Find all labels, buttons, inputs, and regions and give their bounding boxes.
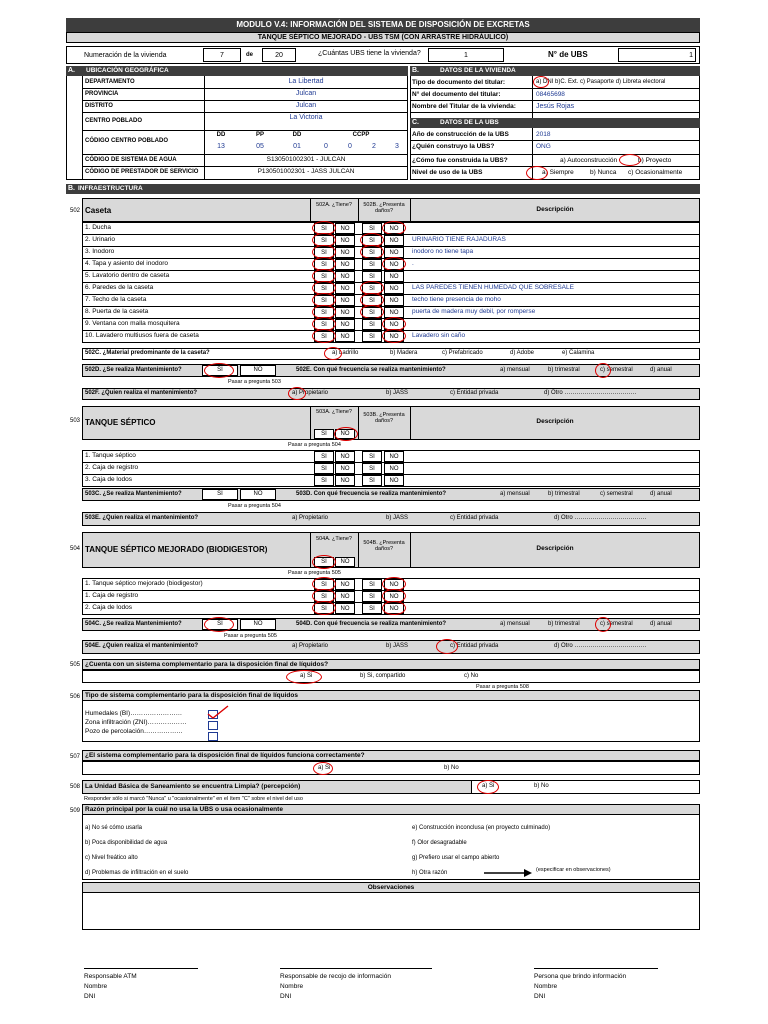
s502-item-label: 8. Puerta de la caseta (85, 308, 149, 315)
s502f-mark (288, 387, 306, 400)
prov-label: PROVINCIA (85, 91, 119, 97)
s505-code: 505 (70, 662, 81, 668)
sig3-dni: DNI (534, 993, 546, 1000)
prestador-label: CÓDIGO DE PRESTADOR DE SERVICIO (85, 169, 199, 175)
s506-question: Tipo de sistema complementario para la disposición final de líquidos (85, 692, 298, 699)
s502f-propietario[interactable]: a) Propietario (292, 390, 329, 396)
s503-item-label: 3. Caja de lodos (85, 476, 132, 483)
cuantas-ubs-label: ¿Cuántas UBS tiene la vivienda? (318, 50, 421, 57)
s503-b-si-cell[interactable]: SI (362, 475, 382, 486)
s503-b-si-cell[interactable]: SI (362, 463, 382, 474)
s505-opt-b[interactable]: b) Si, compartido (360, 673, 406, 679)
s502-a-no-cell[interactable]: NO (335, 247, 355, 258)
infra-letter: B. (68, 185, 75, 192)
s504e-mark (436, 639, 458, 654)
s503-a-no-cell[interactable]: NO (335, 475, 355, 486)
vivienda-number-field[interactable]: 7 (203, 48, 241, 62)
s502-b-si-cell[interactable]: SI (362, 307, 382, 318)
s503-b-no-cell[interactable]: NO (384, 451, 404, 462)
s504c-label: 504C. ¿Se realiza Mantenimiento? (85, 621, 182, 627)
s502e-trimestral[interactable]: b) trimestral (548, 367, 580, 373)
s507-mark (313, 762, 333, 775)
s502e-label: 502E. Con qué frecuencia se realiza mantenimiento? (296, 367, 446, 373)
s502-b-no-cell[interactable]: NO (384, 319, 404, 330)
prestador-value[interactable]: P130501002301 - JASS JULCAN (257, 168, 355, 175)
s503-item-label: 1. Tanque séptico (85, 452, 136, 459)
s502f-jass[interactable]: b) JASS (386, 390, 409, 396)
agua-label: CÓDIGO DE SISTEMA DE AGUA (85, 157, 177, 163)
s502d-no[interactable]: NO (240, 365, 276, 376)
s504d-trimestral[interactable]: b) trimestral (548, 621, 580, 627)
s502-title: Caseta (85, 206, 112, 215)
s504-head-a: 504A. ¿Tiene? (316, 536, 352, 542)
s502-item-desc[interactable]: techo tiene presencia de moho (412, 296, 501, 303)
quien-value[interactable]: ONG (536, 143, 551, 150)
cp-code-5[interactable]: 2 (372, 143, 376, 150)
s502d-label: 502D. ¿Se realiza Mantenimiento? (85, 367, 182, 373)
s502-b-si-cell[interactable]: SI (362, 223, 382, 234)
s503-code: 503 (70, 418, 81, 424)
nombre-titular-value[interactable]: Jesús Rojas (536, 103, 575, 110)
s502e-mark (595, 363, 611, 378)
s502-b-no-cell[interactable]: NO (384, 271, 404, 282)
s503a-mark (334, 427, 358, 441)
s502-a-no-cell[interactable]: NO (335, 295, 355, 306)
s504c-no[interactable]: NO (240, 619, 276, 630)
s503-b-no-cell[interactable]: NO (384, 475, 404, 486)
s502e-semestral[interactable]: c) semestral (600, 367, 633, 373)
s504e-label: 504E. ¿Quien realiza el mantenimiento? (85, 643, 199, 649)
s502e-mensual[interactable]: a) mensual (500, 367, 530, 373)
s503-pasar-top: Pasar a pregunta 504 (288, 442, 341, 448)
nivel-label: Nivel de uso de la UBS (412, 169, 483, 176)
s509-opt-d[interactable]: d) Problemas de infiltración en el suelo (85, 870, 189, 876)
s503d-label: 503D. Con qué frecuencia se realiza mantenimiento? (296, 491, 447, 497)
ubs-number-label: N° de UBS (548, 50, 588, 59)
s504a-si[interactable]: SI (314, 557, 334, 567)
s503-item-label: 2. Caja de registro (85, 464, 139, 471)
s502-a-no-cell[interactable]: NO (335, 223, 355, 234)
dept-label: DEPARTAMENTO (85, 79, 135, 85)
s502-b-si-cell[interactable]: SI (362, 295, 382, 306)
s502-answer-mark (312, 329, 336, 343)
s504d-mensual[interactable]: a) mensual (500, 621, 530, 627)
s502-a-si-cell[interactable]: SI (314, 295, 334, 306)
s504-answer-mark (382, 601, 406, 615)
s502-item-label: 6. Paredes de la caseta (85, 284, 154, 291)
s502-b-no-cell[interactable]: NO (384, 259, 404, 270)
section-c-title: DATOS DE LA UBS (440, 119, 499, 126)
s502-item-label: 2. Urinario (85, 236, 115, 243)
s502-b-si-cell[interactable]: SI (362, 271, 382, 282)
s502-b-no-cell[interactable]: NO (384, 247, 404, 258)
sig1-nombre: Nombre (84, 983, 108, 990)
s502-b-si-cell[interactable]: SI (362, 331, 382, 342)
dist-label: DISTRITO (85, 103, 113, 109)
s503e-privada[interactable]: c) Entidad privada (450, 515, 499, 521)
s503e-label: 503E. ¿Quien realiza el mantenimiento? (85, 515, 199, 521)
s503d-trimestral[interactable]: b) trimestral (548, 491, 580, 497)
s506-code: 506 (70, 694, 81, 700)
s502-a-si-cell[interactable]: SI (314, 271, 334, 282)
s502-a-no-cell[interactable]: NO (335, 259, 355, 270)
num-doc-value[interactable]: 08465698 (536, 91, 565, 98)
s504a-mark (312, 555, 336, 569)
s504-item-label: 1. Caja de registro (85, 592, 139, 599)
s508-mark (477, 780, 499, 794)
s503e-jass[interactable]: b) JASS (386, 515, 409, 521)
s504d-semestral[interactable]: c) semestral (600, 621, 633, 627)
numeracion-label: Numeración de la vivienda (84, 52, 167, 59)
sig3-nombre: Nombre (534, 983, 558, 990)
anio-label: Año de construcción de la UBS (412, 131, 509, 138)
s503-b-no-cell[interactable]: NO (384, 463, 404, 474)
s503-head-desc: Descripción (536, 418, 574, 425)
s502-a-si-cell[interactable]: SI (314, 283, 334, 294)
s502-item-label: 3. Inodoro (85, 248, 115, 255)
s503-pasar: Pasar a pregunta 504 (228, 503, 281, 509)
s504-pasar: Pasar a pregunta 505 (224, 633, 277, 639)
s504-b-no-cell[interactable]: NO (384, 591, 404, 602)
section-c-letter: C. (412, 119, 419, 126)
s504e-jass[interactable]: b) JASS (386, 643, 409, 649)
checkmark-icon (206, 704, 230, 720)
observaciones-title: Observaciones (82, 882, 700, 893)
s502-b-no-cell[interactable]: NO (384, 307, 404, 318)
s502-a-si-cell[interactable]: SI (314, 259, 334, 270)
sig1-role: Responsable ATM (84, 973, 137, 980)
s503-a-si-cell[interactable]: SI (314, 451, 334, 462)
sig2-nombre: Nombre (280, 983, 304, 990)
s503-a-si-cell[interactable]: SI (314, 463, 334, 474)
s504-item-label: 2. Caja de lodos (85, 604, 132, 611)
s508-question: La Unidad Básica de Saneamiento se encuentra Limpia? (percepción) (85, 783, 301, 790)
s502-a-no-cell[interactable]: NO (335, 331, 355, 342)
cp-head-dd2: DD (292, 132, 302, 138)
cp-code-6[interactable]: 3 (395, 143, 399, 150)
cp-value[interactable]: La Victoria (289, 114, 323, 121)
s502-item-label: 7. Techo de la caseta (85, 296, 147, 303)
s504-b-si-cell[interactable]: SI (362, 591, 382, 602)
sig1-dni: DNI (84, 993, 96, 1000)
s502-a-si-cell[interactable]: SI (314, 319, 334, 330)
cp-code-0[interactable]: 13 (217, 143, 225, 150)
s506-opt-zni: Zona infiltración (ZNI)……………… (85, 719, 187, 726)
s504e-otro[interactable]: d) Otro ……………………………… (554, 643, 647, 649)
infra-header (66, 184, 700, 194)
section-a-title: UBICACIÓN GEOGRÁFICA (86, 67, 169, 74)
s503d-anual[interactable]: d) anual (650, 491, 672, 497)
s503d-semestral[interactable]: c) semestral (600, 491, 633, 497)
s502-item-desc[interactable]: puerta de madera muy debil, por romperse (412, 308, 536, 315)
s504d-mark (595, 617, 611, 632)
s502-answer-mark (360, 305, 384, 319)
section-b-title: DATOS DE LA VIVIENDA (440, 67, 516, 74)
cp-code-4[interactable]: 0 (348, 143, 352, 150)
nivel-option-c[interactable]: c) Ocasionalmente (628, 169, 683, 176)
s507-opt-a[interactable]: a) Si (318, 765, 331, 771)
s502f-label: 502F. ¿Quien realiza el mantenimiento? (85, 390, 198, 396)
s503-title: TANQUE SÉPTICO (85, 418, 156, 427)
s503-a-si-cell[interactable]: SI (314, 475, 334, 486)
s502-item-desc[interactable]: LAS PAREDES TIENEN HUMEDAD QUE SOBRESALE (412, 284, 574, 291)
s502d-si[interactable]: SI (202, 365, 238, 376)
s509-opt-f[interactable]: f) Olor desagradable (412, 840, 467, 846)
s502-pasar: Pasar a pregunta 503 (228, 379, 281, 385)
s502-a-si-cell[interactable]: SI (314, 247, 334, 258)
como-label: ¿Cómo fue construida la UBS? (412, 157, 508, 164)
s504-a-si-cell[interactable]: SI (314, 591, 334, 602)
form-subtitle: TANQUE SÉPTICO MEJORADO - UBS TSM (CON ARRASTRE HIDRÁULICO) (66, 32, 700, 43)
s503-a-no-cell[interactable]: NO (335, 463, 355, 474)
s507-opt-b[interactable]: b) No (444, 765, 459, 771)
s505-opt-a[interactable]: a) Si (300, 673, 313, 679)
s504a-no[interactable]: NO (335, 557, 355, 567)
tipo-doc-options[interactable]: a) DNI b)C. Ext. c) Pasaporte d) Libreta electoral (536, 79, 666, 85)
s502-b-no-cell[interactable]: NO (384, 223, 404, 234)
s503e-propietario[interactable]: a) Propietario (292, 515, 329, 521)
s502-a-si-cell[interactable]: SI (314, 307, 334, 318)
s509-opt-a[interactable]: a) No sé cómo usarla (85, 825, 143, 831)
s502-b-si-cell[interactable]: SI (362, 247, 382, 258)
s504-b-si-cell[interactable]: SI (362, 579, 382, 590)
cp-head-pp: PP (255, 132, 264, 138)
s502-b-si-cell[interactable]: SI (362, 319, 382, 330)
s502-a-si-cell[interactable]: SI (314, 235, 334, 246)
s509-question: Razón principal por la cuál no usa la UBS o usa ocasionalmente (85, 806, 283, 813)
form-title: MODULO V.4: INFORMACIÓN DEL SISTEMA DE DISPOSICIÓN DE EXCRETAS (66, 18, 700, 32)
prov-value[interactable]: Julcan (295, 90, 317, 97)
tipo-doc-mark (533, 76, 549, 88)
s502d-mark (204, 363, 234, 378)
s508-opt-b[interactable]: b) No (534, 783, 549, 789)
s502-item-label: 9. Ventana con malla mosquitera (85, 320, 180, 327)
s503c-label: 503C. ¿Se realiza Mantenimiento? (85, 491, 182, 497)
s509-opt-e[interactable]: e) Construcción inconclusa (en proyecto culminado) (412, 825, 551, 831)
quien-label: ¿Quién construyo la UBS? (412, 143, 495, 150)
s503d-mensual[interactable]: a) mensual (500, 491, 530, 497)
s504-item-label: 1. Tanque séptico mejorado (biodigestor) (85, 580, 203, 587)
s508-opt-a[interactable]: a) Si (482, 783, 495, 789)
s502c-opt-c[interactable]: c) Prefabricado (442, 350, 483, 356)
cp-code-3[interactable]: 0 (324, 143, 328, 150)
s504-b-no-cell[interactable]: NO (384, 603, 404, 614)
s502-b-si-cell[interactable]: SI (362, 235, 382, 246)
s502-item-label: 4. Tapa y asiento del inodoro (85, 260, 168, 267)
s504-b-si-cell[interactable]: SI (362, 603, 382, 614)
s502e-anual[interactable]: d) anual (650, 367, 672, 373)
cp-head-dd1: DD (216, 132, 226, 138)
vivienda-total-field[interactable]: 20 (262, 48, 296, 62)
codigo-cp-label: CÓDIGO CENTRO POBLADO (85, 138, 169, 144)
infra-title: INFRAESTRUCTURA (78, 185, 143, 192)
cp-code-1[interactable]: 05 (256, 143, 264, 150)
sig2-role: Responsable de recojo de información (280, 973, 391, 980)
s502c-opt-a[interactable]: a) Ladrillo (332, 350, 359, 356)
s502-item-desc[interactable]: URINARIO TIENE RAJADURAS (412, 236, 506, 243)
s503e-otro[interactable]: d) Otro ……………………………… (554, 515, 647, 521)
s504d-label: 504D. Con qué frecuencia se realiza mantenimiento? (296, 621, 447, 627)
anio-value[interactable]: 2018 (536, 131, 551, 138)
s502-a-si-cell[interactable]: SI (314, 331, 334, 342)
s505-question: ¿Cuenta con un sistema complementario para la disposición final de líquidos? (85, 661, 329, 668)
s509-opt-b[interactable]: b) Poca disponibilidad de agua (85, 840, 168, 846)
cuantas-ubs-field[interactable]: 1 (428, 48, 504, 62)
s504d-anual[interactable]: d) anual (650, 621, 672, 627)
num-doc-label: N° del documento del titular: (412, 91, 501, 98)
sig3-role: Persona que brindo información (534, 973, 627, 980)
s504-pasar-top: Pasar a pregunta 505 (288, 570, 341, 576)
s504c-si[interactable]: SI (202, 619, 238, 630)
s503a-no[interactable]: NO (335, 429, 355, 439)
s505-pasar: Pasar a pregunta 508 (476, 684, 529, 690)
s502-item-desc[interactable]: inodoro no tiene tapa (412, 248, 474, 255)
s504-a-no-cell[interactable]: NO (335, 579, 355, 590)
nombre-titular-label: Nombre del Titular de la vivienda: (412, 103, 516, 110)
s503c-si[interactable]: SI (202, 489, 238, 500)
s502-a-no-cell[interactable]: NO (335, 271, 355, 282)
s502f-privada[interactable]: c) Entidad privada (450, 390, 499, 396)
s504-code: 504 (70, 546, 81, 552)
s504-head-desc: Descripción (536, 545, 574, 552)
s502-b-no-cell[interactable]: NO (384, 331, 404, 342)
s506-opt-pozo: Pozo de percolación……………… (85, 728, 183, 735)
s502-a-no-cell[interactable]: NO (335, 283, 355, 294)
s505-mark (286, 670, 322, 684)
s502-b-si-cell[interactable]: SI (362, 259, 382, 270)
s507-question: ¿El sistema complementario para la disposición final de líquidos funciona correctamente? (85, 752, 365, 759)
s502-answer-mark (382, 329, 406, 343)
s503-head-b: 503B. ¿Presenta daños? (363, 412, 405, 424)
s507-a-row (82, 761, 700, 775)
s504c-mark (204, 617, 234, 632)
s505-opt-c[interactable]: c) No (464, 673, 479, 679)
s504e-propietario[interactable]: a) Propietario (292, 643, 329, 649)
cp-code-2[interactable]: 01 (293, 143, 301, 150)
s504-a-si-cell[interactable]: SI (314, 603, 334, 614)
s506-opt-humedales: Humedales (BI)…………………… (85, 710, 183, 717)
s502-head-a: 502A. ¿Tiene? (316, 202, 352, 208)
section-a-letter: A. (68, 67, 75, 74)
s502c-opt-e[interactable]: e) Calamina (562, 350, 595, 356)
s503c-no[interactable]: NO (240, 489, 276, 500)
nivel-mark (526, 166, 548, 180)
s507-code: 507 (70, 754, 81, 760)
s502-a-no-cell[interactable]: NO (335, 235, 355, 246)
s506-check-zni[interactable] (208, 721, 218, 730)
s509-opt-h[interactable]: h) Otra razón (412, 870, 448, 876)
s504-head-b: 504B. ¿Presenta daños? (363, 540, 405, 552)
nivel-option-b[interactable]: b) Nunca (590, 169, 617, 176)
s509-spec: (especificar en observaciones) (536, 867, 611, 873)
s502c-label: 502C. ¿Material predominante de la caseta? (85, 350, 210, 356)
cp-head-ccpp: CCPP (352, 132, 370, 138)
de-label: de (246, 52, 254, 58)
arrow-right-icon (484, 869, 532, 877)
s503-head-a: 503A. ¿Tiene? (316, 409, 352, 415)
tipo-doc-label: Tipo de documento del titular: (412, 79, 506, 86)
s502c-opt-b[interactable]: b) Madera (390, 350, 418, 356)
s502-head-b: 502B. ¿Presenta daños? (363, 202, 405, 214)
s503-b-si-cell[interactable]: SI (362, 451, 382, 462)
section-b-letter: B. (412, 67, 419, 74)
ubs-number-field[interactable]: 1 (618, 48, 696, 62)
s502-a-si-cell[interactable]: SI (314, 223, 334, 234)
agua-value[interactable]: S130501002301 - JULCAN (266, 156, 346, 163)
s509-opt-c[interactable]: c) Nivel freático alto (85, 855, 138, 861)
s504-answer-mark (312, 601, 336, 615)
s502-b-no-cell[interactable]: NO (384, 295, 404, 306)
s502c-opt-d[interactable]: d) Adobe (510, 350, 535, 356)
sig2-dni: DNI (280, 993, 292, 1000)
s502-item-desc[interactable]: . (412, 260, 414, 267)
s506-check-pozo[interactable] (208, 732, 218, 741)
cp-label: CENTRO POBLADO (85, 118, 142, 124)
s502-item-label: 1. Ducha (85, 224, 112, 231)
s502-a-no-cell[interactable]: NO (335, 307, 355, 318)
s504-a-no-cell[interactable]: NO (335, 603, 355, 614)
s502f-otro[interactable]: d) Otro ……………………………… (544, 390, 637, 396)
s503-a-no-cell[interactable]: NO (335, 451, 355, 462)
s502-b-no-cell[interactable]: NO (384, 235, 404, 246)
s508-note: Responder sólo si marcó "Nunca" u "ocasionalmente" en el ítem "C" sobre el nivel del uso (84, 796, 303, 802)
s502-item-label: 5. Lavatorio dentro de caseta (85, 272, 170, 279)
s504-a-si-cell[interactable]: SI (314, 579, 334, 590)
como-option-b[interactable]: b) Proyecto (638, 157, 672, 164)
s504-a-no-cell[interactable]: NO (335, 591, 355, 602)
s502-answer-mark (382, 221, 406, 235)
s502-item-desc[interactable]: Lavadero sin caño (412, 332, 466, 339)
como-mark (619, 154, 641, 166)
s502-answer-mark (382, 257, 406, 271)
s502-b-no-cell[interactable]: NO (384, 283, 404, 294)
s504e-privada[interactable]: c) Entidad privada (450, 643, 499, 649)
s504-b-no-cell[interactable]: NO (384, 579, 404, 590)
s502-b-si-cell[interactable]: SI (362, 283, 382, 294)
s509-code: 509 (70, 808, 81, 814)
como-option-a[interactable]: a) Autoconstrucción (560, 157, 618, 164)
dept-value[interactable]: La Libertad (288, 78, 324, 85)
s502-item-label: 10. Lavadero multiusos fuera de caseta (85, 332, 199, 339)
dist-value[interactable]: Julcan (295, 102, 317, 109)
s504-title: TANQUE SÉPTICO MEJORADO (BIODIGESTOR) (85, 545, 268, 554)
s502c-mark (324, 347, 342, 360)
s502-code: 502 (70, 208, 81, 214)
s502-answer-mark (360, 245, 384, 259)
nivel-option-a[interactable]: a) Siempre (542, 169, 574, 176)
s502-a-no-cell[interactable]: NO (335, 319, 355, 330)
s509-opt-g[interactable]: g) Prefiero usar el campo abierto (412, 855, 500, 861)
s502-head-desc: Descripción (536, 206, 574, 213)
s508-code: 508 (70, 784, 81, 790)
s503a-si[interactable]: SI (314, 429, 334, 439)
